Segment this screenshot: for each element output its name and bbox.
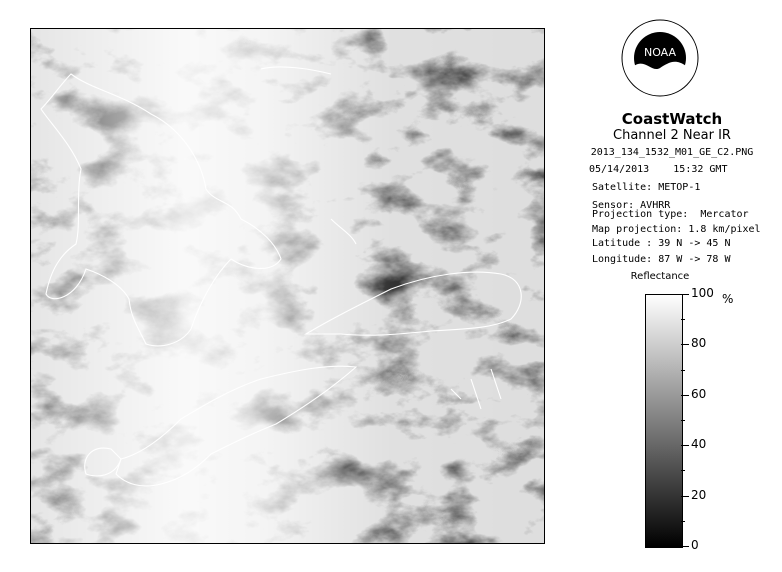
latitude-range: Latitude : 39 N -> 45 N: [592, 238, 731, 249]
colorbar-tick: [681, 370, 685, 371]
colorbar-tick-label: 40: [691, 437, 707, 452]
colorbar-tick: [681, 319, 685, 320]
colorbar: [645, 294, 683, 548]
colorbar-label: Reflectance: [630, 271, 690, 282]
colorbar-unit: %: [722, 292, 734, 306]
filename: 2013_134_1532_M01_GE_C2.PNG: [590, 147, 754, 158]
sensor-label: Sensor: AVHRR: [592, 200, 671, 211]
colorbar-tick: [681, 344, 689, 345]
colorbar-tick: [681, 445, 689, 446]
map-projection: Map projection: 1.8 km/pixel: [592, 224, 761, 235]
colorbar-tick: [681, 521, 685, 522]
colorbar-tick: [681, 496, 689, 497]
projection-type: Projection type: Mercator: [592, 209, 749, 220]
colorbar-tick-label: 0: [691, 538, 699, 552]
longitude-range: Longitude: 87 W -> 78 W: [592, 254, 731, 265]
colorbar-tick-label: 60: [691, 386, 707, 401]
colorbar-tick-label: 80: [691, 336, 707, 351]
colorbar-tick: [681, 294, 689, 295]
colorbar-tick-label: 100: [691, 286, 714, 300]
channel-name: Channel 2 Near IR: [613, 128, 731, 143]
satellite-label: Satellite: METOP-1: [592, 182, 701, 193]
colorbar-tick: [681, 395, 689, 396]
logo-text: NOAA: [643, 46, 677, 59]
colorbar-tick: [681, 546, 689, 547]
colorbar-tick: [681, 470, 685, 471]
colorbar-tick-label: 20: [691, 487, 707, 502]
datetime: 05/14/2013 15:32 GMT: [589, 164, 728, 175]
noaa-logo: [620, 18, 700, 98]
brand-title: CoastWatch: [621, 110, 723, 128]
colorbar-tick: [681, 420, 685, 421]
satellite-image: [30, 28, 545, 544]
